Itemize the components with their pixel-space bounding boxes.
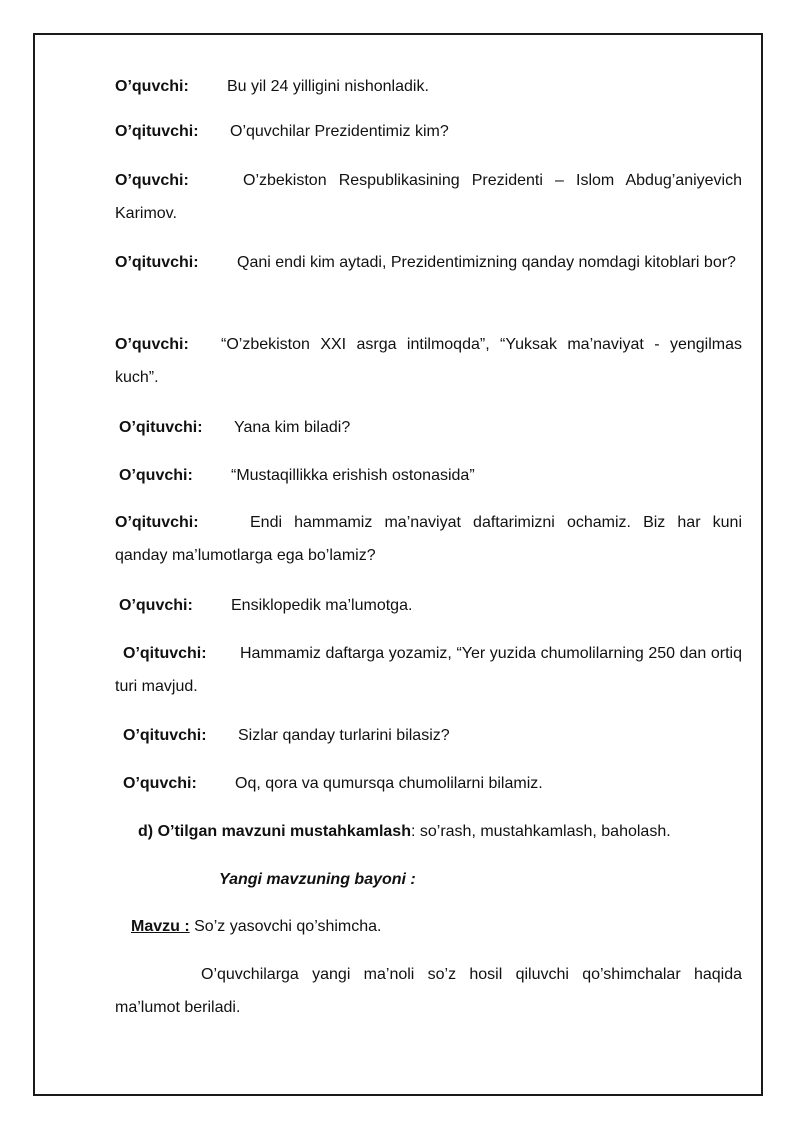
- speaker-label: O’qituvchi:: [123, 645, 207, 662]
- line-text: “O’zbekiston XXI asrga intilmoqda”, “Yuksak ma’naviyat - yengilmas kuch”.: [115, 336, 742, 386]
- dialogue-line: [119, 459, 746, 492]
- line-text: Endi hammamiz ma’naviyat daftarimizni ochamiz. Biz har kuni qanday ma’lumotlarga ega bo’lamiz?: [115, 514, 742, 564]
- line-text: “Mustaqillikka erishish ostonasida”: [231, 467, 475, 484]
- line-text: Bu yil 24 yilligini nishonladik.: [227, 78, 429, 95]
- dialogue-line: [115, 506, 742, 572]
- speaker-label: O’quvchi:: [115, 172, 189, 189]
- speaker-label: O’qituvchi:: [115, 254, 199, 271]
- line-text: O’zbekiston Respublikasining Prezidenti – Islom Abdug’aniyevich Karimov.: [115, 172, 742, 222]
- dialogue-line: [115, 637, 742, 703]
- dialogue-line: [115, 115, 742, 148]
- topic-line: [131, 910, 758, 943]
- speaker-label: O’quvchi:: [115, 78, 189, 95]
- speaker-label: O’qituvchi:: [119, 419, 203, 436]
- topic-label: Mavzu :: [131, 918, 190, 935]
- speaker-label: O’quvchi:: [115, 336, 189, 353]
- dialogue-line: [115, 70, 742, 103]
- closing-paragraph-text: O’quvchilarga yangi ma’noli so’z hosil qiluvchi qo’shimchalar haqida ma’lumot beriladi.: [115, 966, 742, 1016]
- speaker-label: O’quvchi:: [123, 775, 197, 792]
- new-topic-heading-text: Yangi mavzuning bayoni :: [219, 871, 416, 888]
- section-text: : so’rash, mustahkamlash, baholash.: [410, 823, 671, 840]
- dialogue-line: [115, 164, 742, 230]
- dialogue-line: [119, 411, 746, 444]
- line-text: Qani endi kim aytadi, Prezidentimizning qanday nomdagi kitoblari bor?: [237, 254, 736, 271]
- section-title: O’tilgan mavzuni mustahkamlash: [157, 823, 411, 840]
- speaker-label: O’qituvchi:: [115, 123, 199, 140]
- speaker-label: O’quvchi:: [119, 467, 193, 484]
- dialogue-line: [115, 328, 742, 394]
- dialogue-line: [123, 719, 750, 752]
- dialogue-line: [123, 767, 750, 800]
- section-d: [138, 815, 765, 848]
- new-topic-heading: [219, 863, 800, 896]
- closing-paragraph: [115, 958, 742, 1024]
- dialogue-line: [115, 246, 742, 279]
- dialogue-line: [119, 589, 746, 622]
- line-text: O’quvchilar Prezidentimiz kim?: [230, 123, 449, 140]
- line-text: Hammamiz daftarga yozamiz, “Yer yuzida chumolilarning 250 dan ortiq turi mavjud.: [115, 645, 742, 695]
- line-text: Oq, qora va qumursqa chumolilarni bilamiz.: [235, 775, 543, 792]
- topic-text: So’z yasovchi qo’shimcha.: [194, 918, 382, 935]
- speaker-label: O’qituvchi:: [123, 727, 207, 744]
- speaker-label: O’quvchi:: [119, 597, 193, 614]
- line-text: Yana kim biladi?: [234, 419, 351, 436]
- line-text: Sizlar qanday turlarini bilasiz?: [238, 727, 450, 744]
- speaker-label: O’qituvchi:: [115, 514, 199, 531]
- line-text: Ensiklopedik ma’lumotga.: [231, 597, 413, 614]
- section-marker: d): [138, 823, 154, 840]
